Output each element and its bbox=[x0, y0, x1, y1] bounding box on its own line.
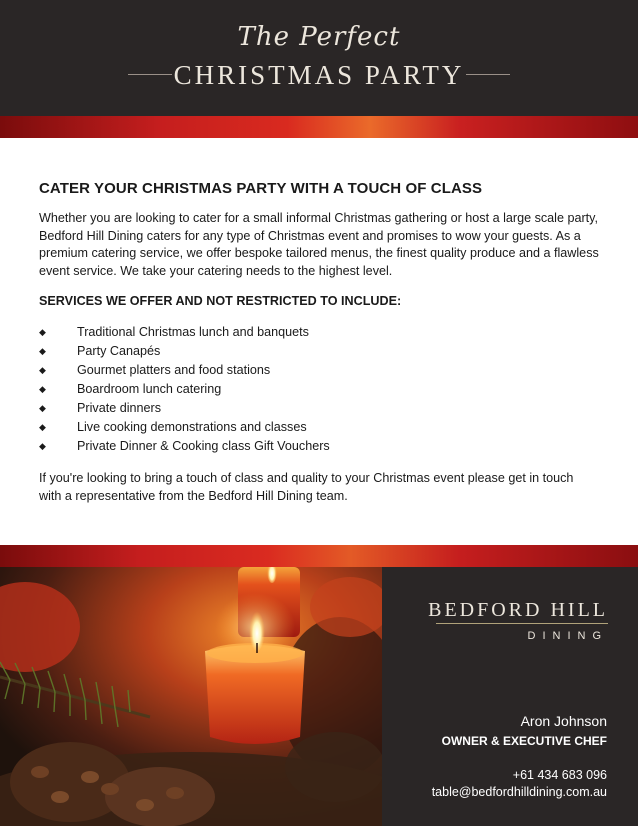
service-item bbox=[39, 437, 599, 456]
intro-paragraph: Whether you are looking to cater for a small informal Christmas gathering or host a large scale party, Bedford Hill Dining caters for any type of Christmas event and promises to wow your guests. As a premium catering service, we offer bespoke tailored menus, the finest quality produce and a flawless event service. We take your catering needs to the highest level. bbox=[39, 211, 599, 278]
contact-email[interactable]: table@bedfordhilldining.com.au bbox=[431, 785, 607, 799]
brand-rule bbox=[436, 623, 608, 624]
services-heading: SERVICES WE OFFER AND NOT RESTRICTED TO INCLUDE: bbox=[39, 294, 402, 308]
contact-panel bbox=[382, 567, 638, 826]
diamond-bullet-icon: ◆ bbox=[39, 346, 46, 356]
service-item-label: Traditional Christmas lunch and banquets bbox=[77, 325, 309, 339]
service-item bbox=[39, 418, 599, 437]
red-band-bottom bbox=[0, 545, 638, 567]
brand-logo-subtitle: DINING bbox=[527, 630, 608, 642]
headline: CATER YOUR CHRISTMAS PARTY WITH A TOUCH OF CLASS bbox=[39, 180, 483, 197]
service-item-label: Live cooking demonstrations and classes bbox=[77, 420, 307, 434]
closing-paragraph: If you're looking to bring a touch of class and quality to your Christmas event please get in touch with a representative from the Bedford Hill Dining team. bbox=[39, 471, 574, 503]
red-band-top bbox=[0, 116, 638, 138]
service-item bbox=[39, 399, 599, 418]
service-item-label: Private dinners bbox=[77, 401, 161, 415]
service-item bbox=[39, 323, 599, 342]
main-content bbox=[39, 180, 599, 505]
service-item-label: Private Dinner & Cooking class Gift Vouchers bbox=[77, 439, 330, 453]
diamond-bullet-icon: ◆ bbox=[39, 365, 46, 375]
candle-front bbox=[205, 593, 305, 744]
service-item-label: Party Canapés bbox=[77, 344, 161, 358]
header-main-title: CHRISTMAS PARTY bbox=[173, 60, 465, 90]
diamond-bullet-icon: ◆ bbox=[39, 422, 46, 432]
diamond-bullet-icon: ◆ bbox=[39, 327, 46, 337]
christmas-candles-photo bbox=[0, 567, 382, 826]
diamond-bullet-icon: ◆ bbox=[39, 403, 46, 413]
service-item-label: Boardroom lunch catering bbox=[77, 382, 222, 396]
header-script-title: The Perfect bbox=[237, 22, 401, 52]
header-banner bbox=[0, 0, 638, 116]
service-item bbox=[39, 342, 599, 361]
brand-logo-title: BEDFORD HILL bbox=[428, 599, 608, 621]
service-item-label: Gourmet platters and food stations bbox=[77, 363, 271, 377]
contact-name: Aron Johnson bbox=[520, 713, 607, 729]
contact-phone[interactable]: +61 434 683 096 bbox=[512, 768, 607, 782]
contact-role: OWNER & EXECUTIVE CHEF bbox=[441, 734, 607, 748]
diamond-bullet-icon: ◆ bbox=[39, 384, 46, 394]
services-list bbox=[39, 323, 599, 456]
header-rule-right bbox=[466, 74, 510, 75]
service-item bbox=[39, 361, 599, 380]
contact-details bbox=[432, 713, 607, 801]
diamond-bullet-icon: ◆ bbox=[39, 441, 46, 451]
service-item bbox=[39, 380, 599, 399]
